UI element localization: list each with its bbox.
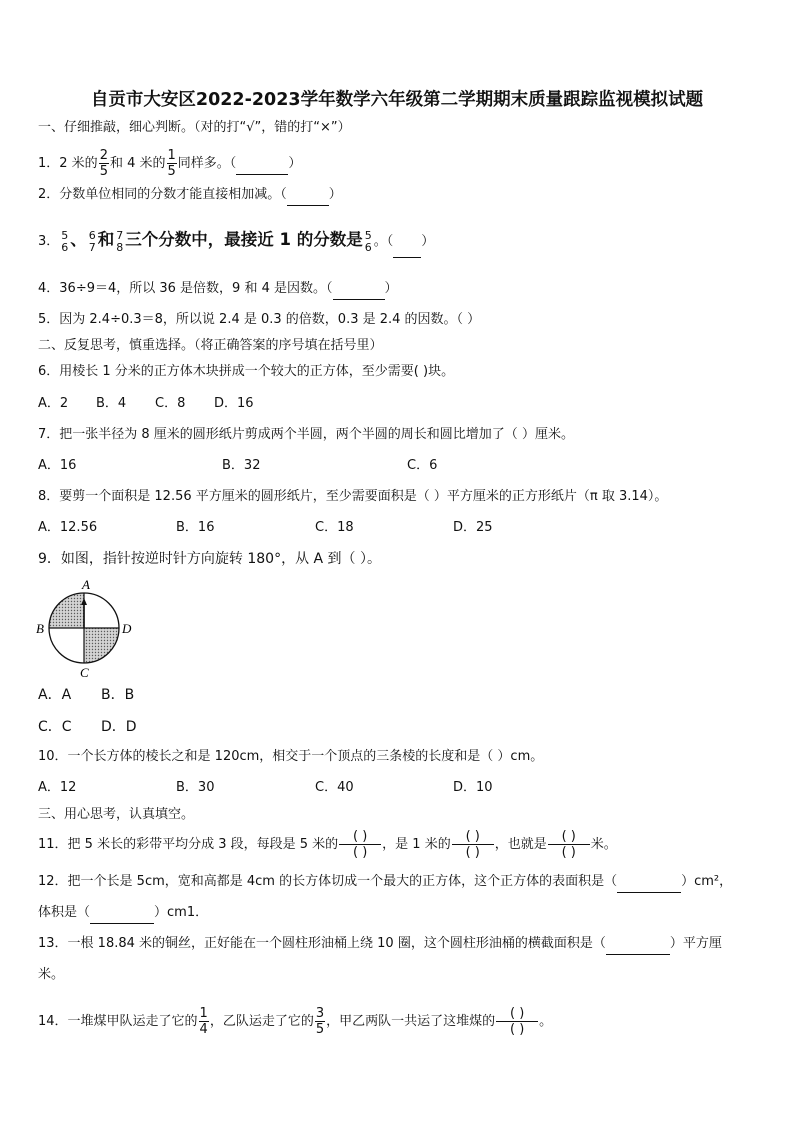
fraction-1-5: $\frac{1}{5}$ — [167, 148, 176, 179]
label-d: D — [122, 621, 132, 636]
circle-dial-figure — [34, 576, 142, 680]
section-heading-2: 二、反复思考，慎重选择。（将正确答案的序号填在括号里） — [38, 338, 383, 353]
fraction-blank-answer[interactable]: $\frac{( )}{( )}$ — [496, 1006, 538, 1037]
question-3: 3． 5 6 、 6 7 和 7 8 三个分数中，最接近 1 的分数是 5 6 。（ ） — [38, 225, 434, 258]
question-9: 9．如图，指针按逆时针方向旋转 180°，从 A 到（ ）。 — [38, 551, 382, 567]
question-4: 4．36÷9＝4，所以 36 是倍数，9 和 4 是因数。（ ） — [38, 279, 398, 300]
fraction-7-8: 7 8 — [116, 228, 124, 254]
fraction-blank-2[interactable]: $\frac{( )}{( )}$ — [452, 829, 494, 860]
question-12-line-1: 12．把一个长是 5cm，宽和高都是 4cm 的长方体切成一个最大的正方体，这个正方体的表面积是（ ）cm²， — [38, 872, 732, 893]
fraction-6-7: 6 7 — [88, 228, 96, 254]
question-6: 6．用棱长 1 分米的正方体木块拼成一个较大的正方体，至少需要( )块。 — [38, 364, 455, 379]
q6-option-a[interactable]: A．2 — [38, 396, 69, 411]
q9-option-a[interactable]: A．A — [38, 687, 72, 703]
q1-text-a: 1．2 米的 — [38, 156, 98, 171]
q6-option-c[interactable]: C．8 — [155, 396, 186, 411]
q1-text-c: 同样多。（ — [177, 156, 237, 171]
q10-option-b[interactable]: B．30 — [176, 780, 215, 795]
q8-option-b[interactable]: B．16 — [176, 520, 215, 535]
answer-blank[interactable] — [333, 279, 385, 300]
answer-blank[interactable] — [236, 154, 288, 175]
q9-option-c[interactable]: C．C — [38, 719, 72, 735]
label-b: B — [36, 621, 44, 636]
q8-option-c[interactable]: C．18 — [315, 520, 354, 535]
q1-text-b: 和 4 米的 — [109, 156, 166, 171]
q7-option-b[interactable]: B．32 — [222, 458, 261, 473]
question-12-line-2: 体积是（ ）cm1． — [38, 903, 208, 924]
q10-option-a[interactable]: A．12 — [38, 780, 77, 795]
question-13-line-1: 13．一根 18.84 米的铜丝，正好能在一个圆柱形油桶上绕 10 圈，这个圆柱形油桶的横截面积是（ ）平方厘 — [38, 934, 722, 955]
label-a: A — [82, 577, 90, 592]
answer-blank-surface-area[interactable] — [617, 872, 681, 893]
fraction-5-6: 5 6 — [61, 228, 69, 254]
question-5: 5．因为 2.4÷0.3＝8，所以说 2.4 是 0.3 的倍数，0.3 是 2.4 的因数。（ ） — [38, 312, 481, 327]
question-8: 8．要剪一个面积是 12.56 平方厘米的圆形纸片，至少需要面积是（ ）平方厘米的正方形纸片（π 取 3.14）。 — [38, 489, 668, 504]
q9-option-d[interactable]: D．D — [101, 719, 137, 735]
q8-option-a[interactable]: A．12.56 — [38, 520, 98, 535]
q6-option-b[interactable]: B．4 — [96, 396, 127, 411]
question-7: 7．把一张半径为 8 厘米的圆形纸片剪成两个半圆，两个半圆的周长和圆比增加了（ ）厘米。 — [38, 427, 574, 442]
question-11: 11．把 5 米长的彩带平均分成 3 段，每段是 5 米的 $\frac{( )}{( )}$ ，是 1 米的 $\frac{( )}{( )}$ ，也就是 $\frac{( )}{( )}$ 米。 — [38, 829, 617, 860]
section-heading-1: 一、仔细推敲，细心判断。（对的打“√”，错的打“×”） — [38, 120, 351, 135]
fraction-blank-1[interactable]: $\frac{( )}{( )}$ — [339, 829, 381, 860]
fraction-1-4: $\frac{1}{4}$ — [199, 1006, 208, 1037]
q7-option-a[interactable]: A．16 — [38, 458, 77, 473]
question-10: 10．一个长方体的棱长之和是 120cm，相交于一个顶点的三条棱的长度和是（ ）cm。 — [38, 749, 544, 764]
question-1: 1．2 米的 $\frac{2}{5}$ 和 4 米的 $\frac{1}{5}$ 同样多。（ ） — [38, 148, 302, 179]
q9-option-b[interactable]: B．B — [101, 687, 135, 703]
q10-option-d[interactable]: D．10 — [453, 780, 493, 795]
answer-blank[interactable] — [287, 185, 329, 206]
fraction-3-5: $\frac{3}{5}$ — [315, 1006, 325, 1037]
page-title: 自贡市大安区2022-2023学年数学六年级第二学期期末质量跟踪监视模拟试题 — [90, 90, 704, 110]
label-c: C — [80, 665, 89, 680]
fraction-blank-3[interactable]: $\frac{( )}{( )}$ — [548, 829, 590, 860]
question-14: 14．一堆煤甲队运走了它的 $\frac{1}{4}$ ，乙队运走了它的 $\frac{3}{5}$ ，甲乙两队一共运了这堆煤的 $\frac{( )}{( )}$ 。 — [38, 1006, 553, 1037]
q6-option-d[interactable]: D．16 — [214, 396, 254, 411]
section-heading-3: 三、用心思考，认真填空。 — [38, 807, 195, 822]
question-2: 2．分数单位相同的分数才能直接相加减。（ ） — [38, 185, 342, 206]
fraction-5-6-answer: 5 6 — [364, 228, 372, 254]
q7-option-c[interactable]: C．6 — [407, 458, 438, 473]
answer-blank[interactable] — [393, 227, 421, 258]
answer-blank-volume[interactable] — [90, 903, 154, 924]
question-13-line-2: 米。 — [38, 967, 65, 982]
q8-option-d[interactable]: D．25 — [453, 520, 493, 535]
q10-option-c[interactable]: C．40 — [315, 780, 354, 795]
answer-blank[interactable] — [606, 934, 670, 955]
fraction-2-5: $\frac{2}{5}$ — [99, 148, 108, 179]
